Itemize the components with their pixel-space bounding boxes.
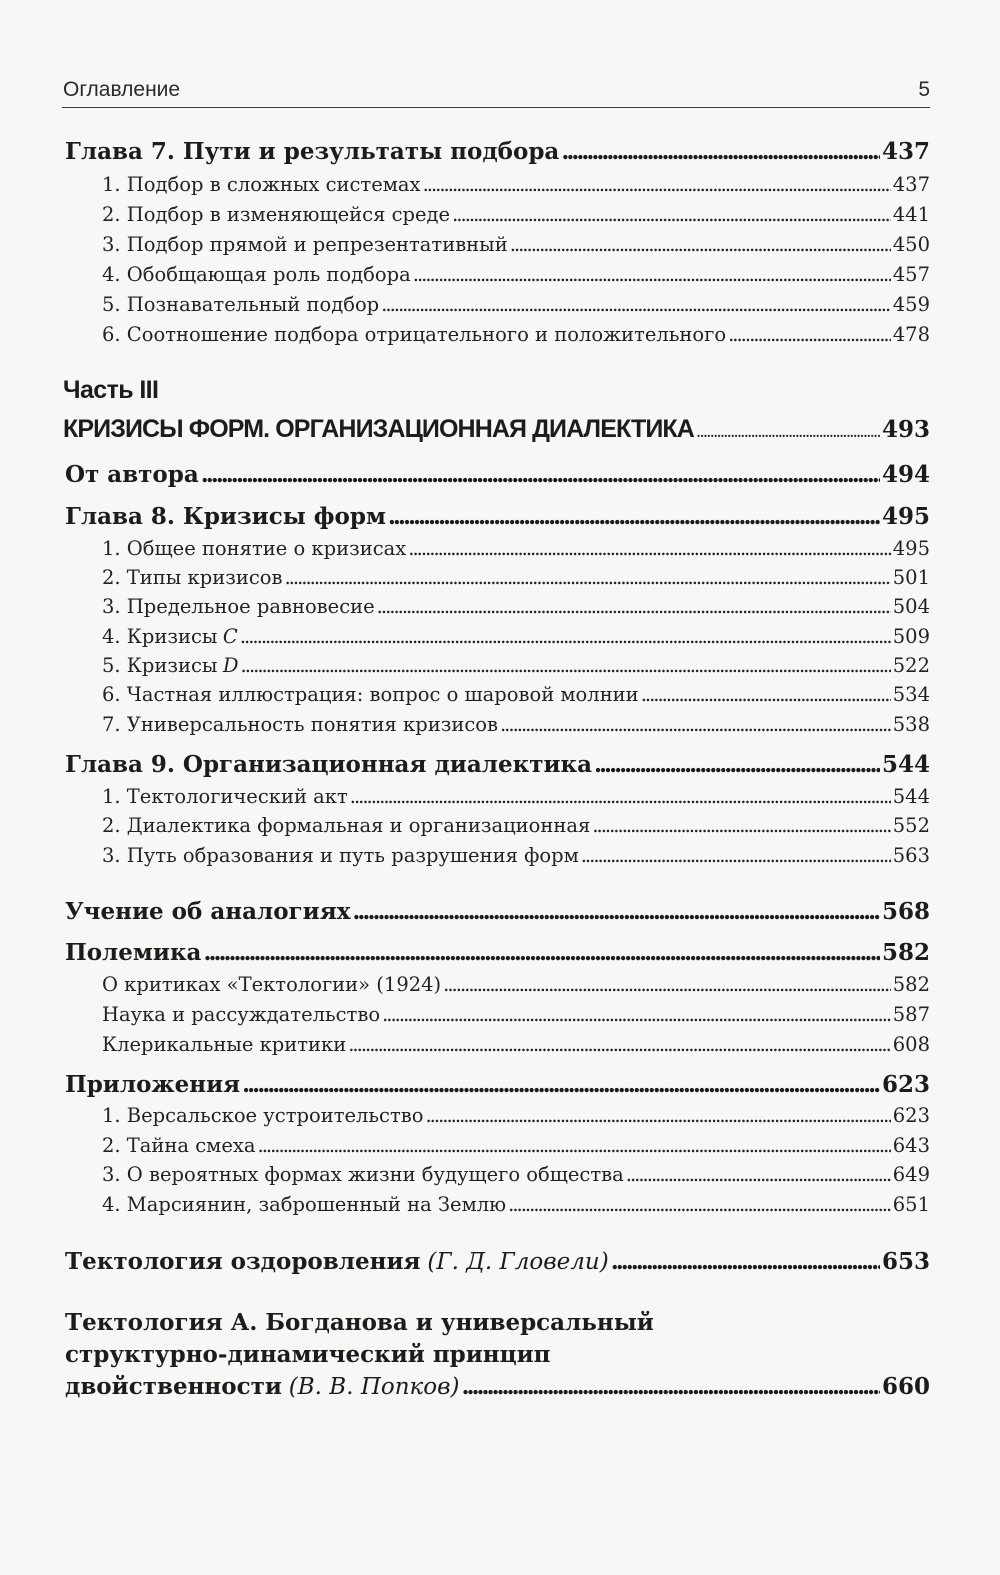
- dot-leader: [382, 1003, 891, 1027]
- toc-chapter-7: [65, 138, 930, 166]
- toc-section-page: 437: [892, 173, 930, 196]
- toc-section-title: 3. Путь образования и путь разрушения форм: [102, 844, 579, 867]
- toc-section-page: 441: [892, 203, 930, 226]
- toc-section-title: О критиках «Тектологии» (1924): [102, 973, 442, 996]
- toc-entry-title: [65, 1373, 459, 1401]
- toc-entry-page: 495: [881, 503, 930, 530]
- toc-section: [102, 683, 930, 707]
- toc-section-title: 7. Универсальность понятия кризисов: [102, 713, 498, 736]
- dot-leader: [592, 814, 890, 838]
- toc-section-title: 3. О вероятных формах жизни будущего общества: [102, 1163, 624, 1186]
- toc-entry-page: 653: [881, 1248, 930, 1275]
- dot-leader: [388, 503, 880, 531]
- toc-section-page: 478: [892, 323, 930, 346]
- toc-entry-title: [65, 1248, 609, 1276]
- toc-section-page: 450: [892, 233, 930, 256]
- toc-section-title-text: 4. Кризисы: [102, 625, 218, 648]
- toc-section-page: 587: [892, 1003, 930, 1026]
- toc-section-page: 649: [892, 1163, 930, 1186]
- toc-entry-title: КРИЗИСЫ ФОРМ. ОРГАНИЗАЦИОННАЯ ДИАЛЕКТИКА: [63, 415, 694, 443]
- toc-section-page: 495: [892, 537, 930, 560]
- toc-section: [102, 1134, 930, 1158]
- toc-section-title: [102, 654, 239, 678]
- dot-leader: [240, 625, 891, 649]
- toc-section: [102, 173, 930, 197]
- toc-section-title: 6. Соотношение подбора отрицательного и положительного: [102, 323, 727, 346]
- dot-leader: [461, 1373, 880, 1401]
- toc-entry-author: (Г. Д. Гловели): [427, 1249, 609, 1275]
- toc-section: [102, 323, 930, 347]
- toc-section-title: 2. Подбор в изменяющейся среде: [102, 203, 451, 226]
- toc-analogies: [65, 898, 930, 926]
- dot-leader: [611, 1248, 880, 1276]
- part-label: Часть III: [63, 376, 159, 404]
- toc-entry-title-line: Тектология А. Богданова и универсальный: [65, 1309, 654, 1336]
- toc-section-page: 538: [892, 713, 930, 736]
- dot-leader: [500, 713, 891, 737]
- dot-leader: [581, 844, 891, 868]
- toc-entry-title: Глава 8. Кризисы форм: [65, 503, 386, 530]
- toc-section-title: 2. Диалектика формальная и организационная: [102, 814, 591, 837]
- toc-from-author: [65, 461, 930, 489]
- toc-section-title: 4. Обобщающая роль подбора: [102, 263, 411, 286]
- toc-section: [102, 595, 930, 619]
- toc-section-page: 501: [892, 566, 930, 589]
- dot-leader: [352, 898, 880, 926]
- toc-section: [102, 293, 930, 317]
- toc-section-page: 457: [892, 263, 930, 286]
- toc-section-page: 651: [892, 1193, 930, 1216]
- toc-gloveli-article: [65, 1248, 930, 1276]
- dot-leader: [696, 418, 880, 446]
- toc-entry-page: 582: [881, 939, 930, 966]
- toc-entry-title: Полемика: [65, 939, 202, 966]
- toc-section: [102, 1193, 930, 1217]
- toc-section: [102, 1003, 930, 1027]
- toc-entry-title: Глава 7. Пути и результаты подбора: [65, 138, 560, 165]
- dot-leader: [413, 263, 891, 287]
- dot-leader: [241, 654, 891, 678]
- toc-section: [102, 537, 930, 561]
- toc-section: [102, 625, 930, 649]
- dot-leader: [258, 1134, 891, 1158]
- toc-popkov-article: [65, 1373, 930, 1401]
- dot-leader: [641, 683, 891, 707]
- toc-entry-page: 544: [881, 751, 930, 778]
- dot-leader: [594, 751, 880, 779]
- toc-section-page: 544: [892, 785, 930, 808]
- toc-section-page: 643: [892, 1134, 930, 1157]
- toc-section-page: 608: [892, 1033, 930, 1056]
- toc-entry-title: Учение об аналогиях: [65, 898, 351, 925]
- toc-chapter-9: [65, 751, 930, 779]
- toc-section-page: 504: [892, 595, 930, 618]
- toc-entry-page: 568: [881, 898, 930, 925]
- dot-leader: [350, 785, 891, 809]
- toc-section-page: 552: [892, 814, 930, 837]
- toc-section-title: 3. Подбор прямой и репрезентативный: [102, 233, 508, 256]
- toc-part-3: [63, 415, 930, 446]
- toc-section-title-italic: D: [222, 654, 239, 677]
- toc-section-title: 6. Частная иллюстрация: вопрос о шаровой молнии: [102, 683, 639, 706]
- toc-section: [102, 785, 930, 809]
- toc-section-title: 2. Тайна смеха: [102, 1134, 256, 1157]
- toc-section: [102, 203, 930, 227]
- dot-leader: [510, 233, 891, 257]
- toc-section: [102, 1163, 930, 1187]
- dot-leader: [728, 323, 891, 347]
- toc-section-title-text: 5. Кризисы: [102, 654, 218, 677]
- toc-section: [102, 814, 930, 838]
- toc-section-page: 459: [892, 293, 930, 316]
- toc-entry-title-line: структурно-динамический принцип: [65, 1341, 551, 1368]
- dot-leader: [377, 595, 891, 619]
- toc-section: [102, 654, 930, 678]
- toc-entry-title: Приложения: [65, 1071, 241, 1098]
- dot-leader: [203, 939, 880, 967]
- dot-leader: [348, 1033, 891, 1057]
- dot-leader: [242, 1071, 880, 1099]
- dot-leader: [201, 461, 880, 489]
- toc-section: [102, 973, 930, 997]
- toc-section-title-italic: C: [222, 625, 238, 648]
- header-rule: [62, 107, 930, 108]
- toc-entry-author: (В. В. Попков): [288, 1374, 460, 1400]
- dot-leader: [425, 1104, 890, 1128]
- toc-section-page: 582: [892, 973, 930, 996]
- toc-chapter-8: [65, 503, 930, 531]
- running-head: [63, 77, 930, 103]
- toc-entry-page: 660: [881, 1373, 930, 1400]
- toc-section-title: Наука и рассуждательство: [102, 1003, 381, 1026]
- toc-section-title: 1. Общее понятие о кризисах: [102, 537, 407, 560]
- toc-section: [102, 1033, 930, 1057]
- dot-leader: [443, 973, 891, 997]
- dot-leader: [561, 138, 880, 166]
- toc-entry-page: 493: [881, 416, 930, 443]
- toc-entry-title-text: двойственности: [65, 1373, 282, 1400]
- toc-section: [102, 566, 930, 590]
- toc-section-title: [102, 625, 238, 649]
- toc-section-page: 563: [892, 844, 930, 867]
- toc-section: [102, 1104, 930, 1128]
- toc-section: [102, 844, 930, 868]
- dot-leader: [284, 566, 890, 590]
- toc-section-title: 2. Типы кризисов: [102, 566, 283, 589]
- toc-entry-title: От автора: [65, 461, 199, 488]
- toc-section: [102, 713, 930, 737]
- toc-polemics: [65, 939, 930, 967]
- toc-section-title: 3. Предельное равновесие: [102, 595, 375, 618]
- dot-leader: [408, 537, 890, 561]
- dot-leader: [626, 1163, 891, 1187]
- toc-section-title: 1. Тектологический акт: [102, 785, 348, 808]
- dot-leader: [452, 203, 891, 227]
- toc-entry-page: 437: [881, 138, 930, 165]
- dot-leader: [423, 173, 891, 197]
- toc-section-page: 509: [892, 625, 930, 648]
- toc-section: [102, 233, 930, 257]
- running-head-title: Оглавление: [63, 78, 181, 101]
- toc-section-page: 522: [892, 654, 930, 677]
- page-number: 5: [918, 78, 930, 101]
- toc-section-page: 534: [892, 683, 930, 706]
- toc-entry-page: 494: [881, 461, 930, 488]
- toc-section-title: 1. Версальское устроительство: [102, 1104, 424, 1127]
- dot-leader: [508, 1193, 891, 1217]
- toc-entry-page: 623: [881, 1071, 930, 1098]
- toc-section-page: 623: [892, 1104, 930, 1127]
- toc-section: [102, 263, 930, 287]
- toc-section-title: Клерикальные критики: [102, 1033, 347, 1056]
- toc-entry-title: Глава 9. Организационная диалектика: [65, 751, 593, 778]
- toc-section-title: 1. Подбор в сложных системах: [102, 173, 421, 196]
- toc-entry-title-text: Тектология оздоровления: [65, 1248, 421, 1275]
- toc-section-title: 5. Познавательный подбор: [102, 293, 380, 316]
- toc-appendices: [65, 1071, 930, 1099]
- toc-section-title: 4. Марсиянин, заброшенный на Землю: [102, 1193, 507, 1216]
- dot-leader: [381, 293, 891, 317]
